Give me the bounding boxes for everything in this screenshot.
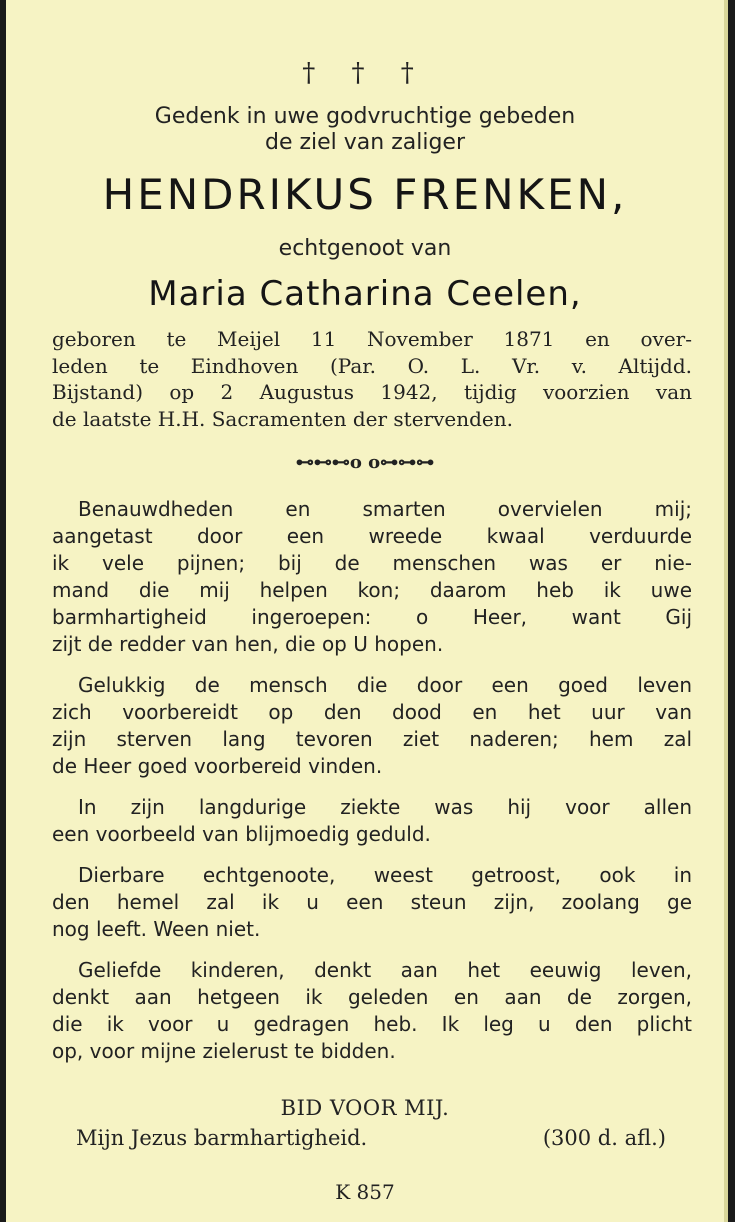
verse-line: op, voor mijne zielerust te bidden. [52, 1039, 396, 1063]
verse [52, 496, 692, 658]
memorial-card [6, 0, 728, 1222]
verse-line: de Heer goed voorbereid vinden. [52, 754, 383, 778]
verse-line: mand die mij helpen kon; daarom heb ik uwe [52, 578, 692, 602]
verse [52, 862, 692, 943]
verse-line: zijn sterven lang tevoren ziet naderen; hem zal [52, 727, 692, 751]
bio-line: Bijstand) op 2 Augustus 1942, tijdig voorzien van [52, 380, 692, 404]
verse-line: barmhartigheid ingeroepen: o Heer, want Gij [52, 605, 692, 629]
verse [52, 957, 692, 1065]
verse-line: die ik voor u gedragen heb. Ik leg u den plicht [52, 1012, 692, 1036]
closing-prayer: BID VOOR MIJ. [280, 1096, 450, 1120]
intro-text [6, 104, 724, 156]
verse [52, 672, 692, 780]
invocation-line [76, 1126, 666, 1150]
verse-line: denkt aan hetgeen ik geleden en aan de zorgen, [52, 985, 692, 1009]
verse-line: nog leeft. Ween niet. [52, 917, 261, 941]
indulgence-text: (300 d. afl.) [542, 1126, 666, 1150]
invocation-text: Mijn Jezus barmhartigheid. [76, 1126, 368, 1150]
verse-line: Benauwdheden en smarten overvielen mij; [78, 497, 692, 521]
bio-line: geboren te Meijel 11 November 1871 en over- [52, 327, 692, 351]
verse-line: Dierbare echtgenoote, weest getroost, ook in [78, 863, 692, 887]
verse-line: zijt de redder van hen, die op U hopen. [52, 632, 444, 656]
deceased-name: HENDRIKUS FRENKEN, [102, 170, 628, 219]
spouse-label: echtgenoot van [278, 236, 452, 261]
verse-line: Gelukkig de mensch die door een goed leven [78, 673, 692, 697]
verse-line: den hemel zal ik u een steun zijn, zoolang ge [52, 890, 692, 914]
verse-line: Geliefde kinderen, denkt aan het eeuwig leven, [78, 958, 692, 982]
verse-line: In zijn langdurige ziekte was hij voor allen [78, 795, 692, 819]
bio-line: de laatste H.H. Sacramenten der stervenden. [52, 406, 513, 431]
spouse-name: Maria Catharina Ceelen, [148, 274, 582, 314]
divider-ornament-icon: ⊷⊷⊷ο ο⊶⊶⊶ [295, 452, 435, 473]
verse-line: een voorbeeld van blijmoedig geduld. [52, 822, 431, 846]
biography [52, 326, 692, 432]
bio-line: leden te Eindhoven (Par. O. L. Vr. v. Altijdd. [52, 353, 692, 378]
verse-line: aangetast door een wreede kwaal verduurde [52, 524, 692, 548]
verse-line: zich voorbereidt op den dood en het uur van [52, 700, 692, 724]
intro-line-1: Gedenk in uwe godvruchtige gebeden [154, 104, 576, 129]
print-code: K 857 [335, 1180, 395, 1204]
verses [52, 496, 692, 1079]
verse [52, 794, 692, 848]
intro-line-2: de ziel van zaliger [264, 130, 466, 155]
crosses-icon: † † † [302, 58, 428, 88]
verse-line: ik vele pijnen; bij de menschen was er nie- [52, 551, 692, 575]
